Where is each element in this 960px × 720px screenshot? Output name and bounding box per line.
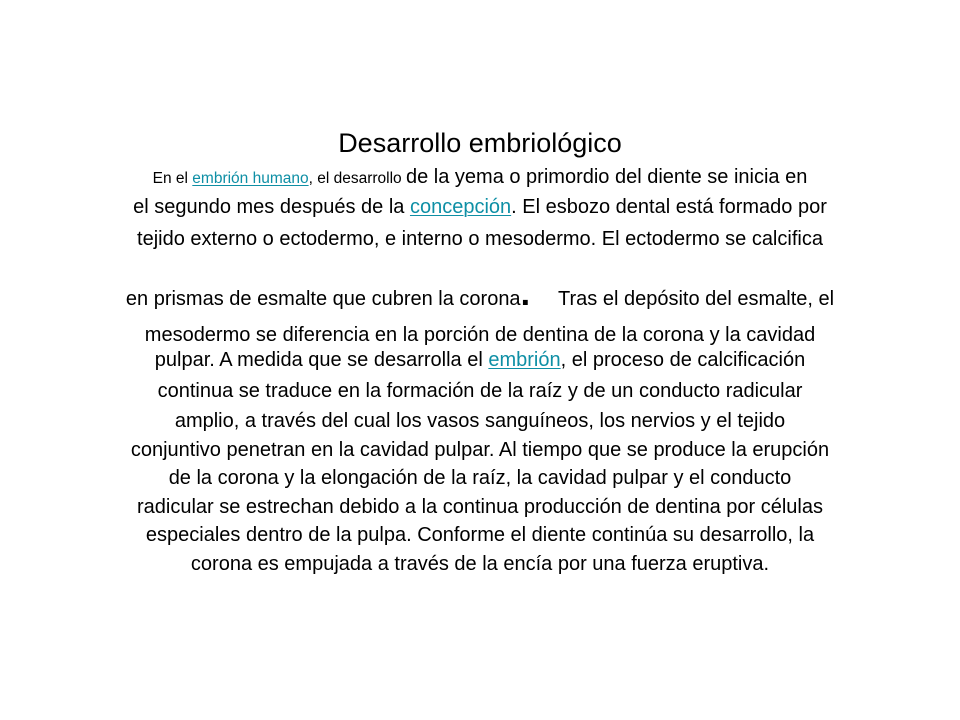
paragraph-line-11: radicular se estrechan debido a la continua producción de dentina por células [136, 496, 823, 518]
line-4-text-b: Tras el depósito del esmalte, el [558, 288, 835, 310]
line-1-text-a: En el [152, 170, 193, 187]
line-6-text-b: , el proceso de calcificación [560, 349, 806, 371]
paragraph-line-6 [0, 347, 960, 373]
paragraph-line-10: de la corona y la elongación de la raíz, la cavidad pulpar y el conducto [168, 467, 792, 489]
line-2-text-b: . El esbozo dental está formado por [511, 196, 827, 218]
line-1-text-b: , el desarrollo [308, 170, 406, 187]
paragraph-line-13: corona es empujada a través de la encía por una fuerza eruptiva. [190, 553, 770, 575]
paragraph-line-4 [0, 275, 960, 313]
paragraph-line-7: continua se traduce en la formación de la raíz y de un conducto radicular [157, 380, 803, 402]
line-4-text-a: en prismas de esmalte que cubren la corona [125, 288, 521, 310]
line-4-period: . [520, 275, 531, 313]
line-6-text-a: pulpar. A medida que se desarrolla el [154, 349, 489, 371]
link-embrion-humano[interactable]: embrión humano [192, 170, 309, 187]
paragraph-line-9: conjuntivo penetran en la cavidad pulpar. Al tiempo que se produce la erupción [130, 439, 830, 461]
paragraph-line-2 [0, 194, 960, 220]
paragraph-line-1 [0, 164, 960, 192]
line-1-text-c: de la yema o primordio del diente se inicia en [405, 166, 808, 188]
line-2-text-a: el segundo mes después de la [133, 196, 410, 218]
paragraph-line-12: especiales dentro de la pulpa. Conforme el diente continúa su desarrollo, la [145, 524, 815, 546]
link-concepcion[interactable]: concepción [409, 196, 512, 218]
paragraph-line-5: mesodermo se diferencia en la porción de dentina de la corona y la cavidad [144, 324, 816, 346]
link-embrion[interactable]: embrión [488, 349, 561, 371]
slide-title: Desarrollo embriológico [338, 128, 622, 158]
paragraph-line-3: tejido externo o ectodermo, e interno o mesodermo. El ectodermo se calcifica [137, 228, 823, 250]
paragraph-line-8: amplio, a través del cual los vasos sanguíneos, los nervios y el tejido [174, 410, 786, 432]
